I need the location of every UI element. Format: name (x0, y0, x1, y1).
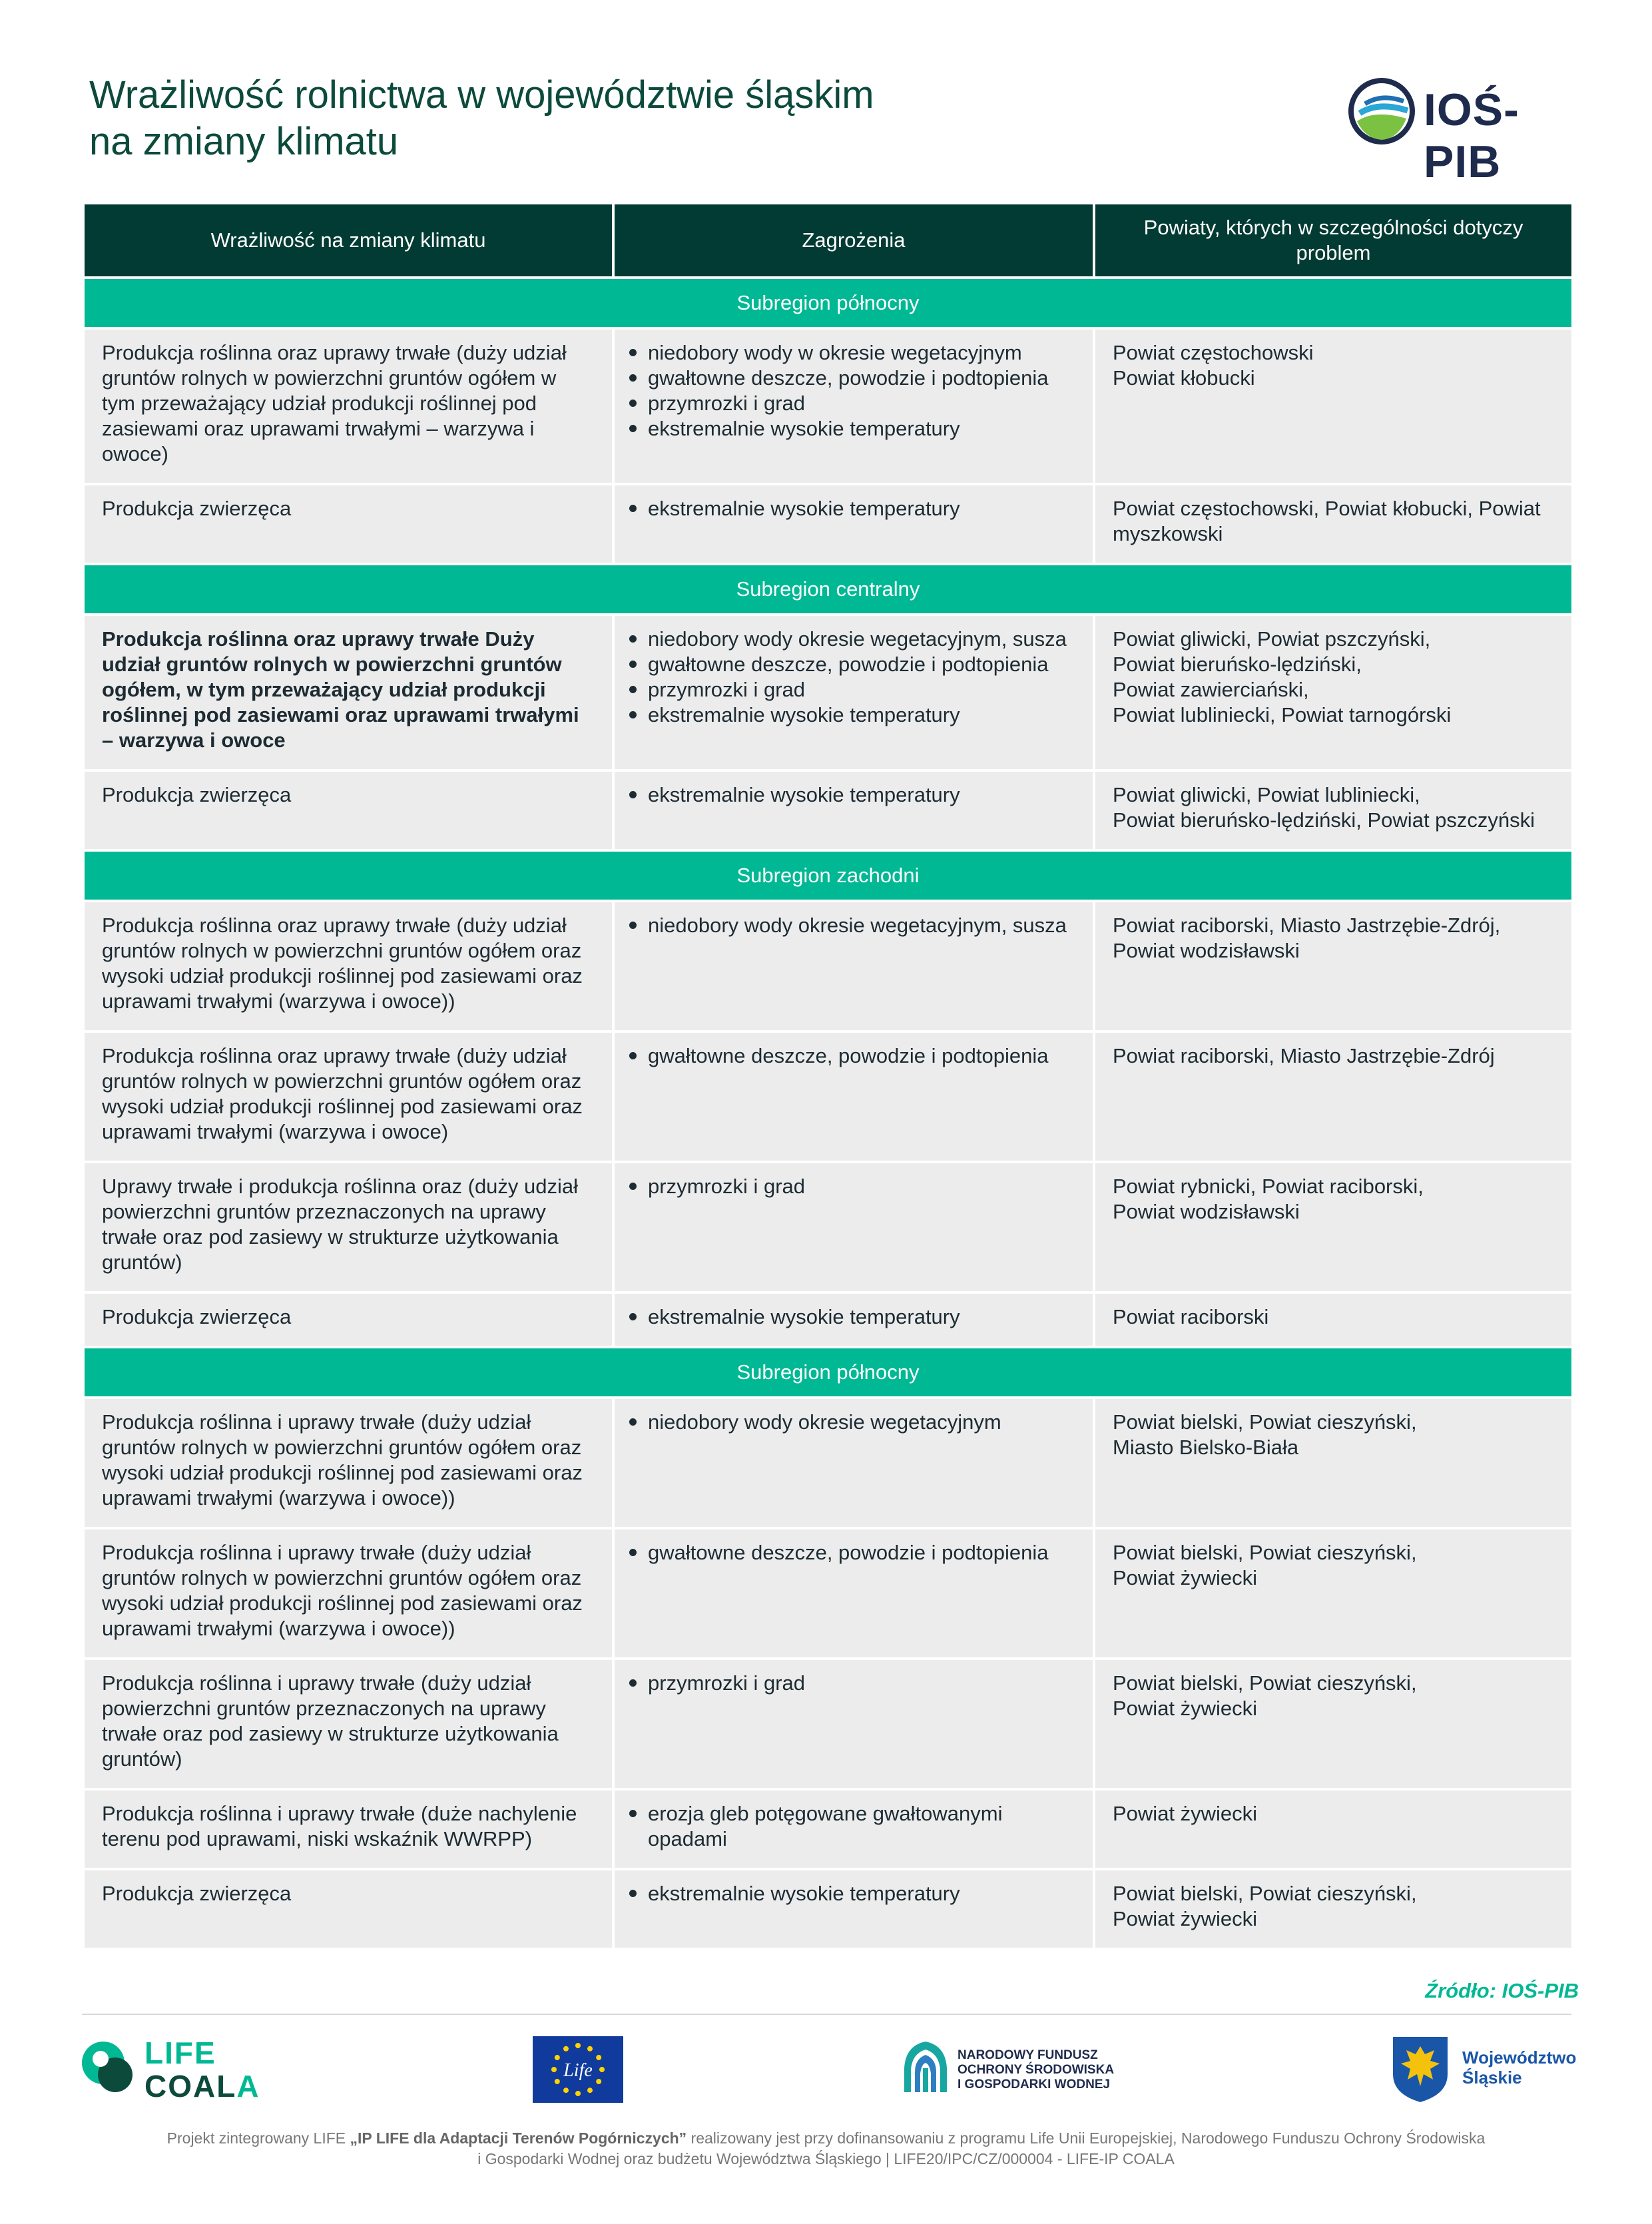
threats-list (628, 1043, 1075, 1069)
threat-item: ekstremalnie wysokie temperatury (628, 782, 1075, 808)
sensitivity-cell: Produkcja roślinna oraz uprawy trwałe (duży udział gruntów rolnych w powierzchni gruntów ogółem oraz wysoki udział produkcji roślinnej pod zasiewami oraz uprawami trwałymi (warzywa i owoce)) (83, 901, 613, 1031)
table-row (83, 1162, 1573, 1292)
threat-item: niedobory wody okresie wegetacyjnym, susza (628, 627, 1075, 652)
threat-item: gwałtowne deszcze, powodzie i podtopienia (628, 1043, 1075, 1069)
table-row (83, 1398, 1573, 1528)
threats-cell (613, 1162, 1094, 1292)
counties-cell: Powiat bielski, Powiat cieszyński, Miasto Bielsko-Biała (1094, 1398, 1573, 1528)
sensitivity-cell: Produkcja roślinna i uprawy trwałe (duże nachylenie terenu pod uprawami, niski wskaźnik WWRPP) (83, 1789, 613, 1869)
sensitivity-cell: Produkcja roślinna i uprawy trwałe (duży udział gruntów rolnych w powierzchni gruntów ogółem oraz wysoki udział produkcji roślinnej pod zasiewami oraz uprawami trwałymi (warzywa i owoce)) (83, 1528, 613, 1659)
threats-list (628, 1881, 1075, 1906)
eu-star-icon (596, 2055, 601, 2060)
threat-item: ekstremalnie wysokie temperatury (628, 1881, 1075, 1906)
counties-cell: Powiat raciborski (1094, 1292, 1573, 1347)
table-row (83, 1292, 1573, 1347)
subregion-row (83, 850, 1573, 901)
nfosigw-line-2: OCHRONY ŚRODOWISKA (958, 2063, 1115, 2077)
sensitivity-cell: Produkcja roślinna oraz uprawy trwałe (duży udział gruntów rolnych w powierzchni gruntów ogółem oraz wysoki udział produkcji roślinnej pod zasiewami oraz uprawami trwałymi (warzywa i owoce) (83, 1031, 613, 1162)
threat-item: niedobory wody w okresie wegetacyjnym (628, 340, 1075, 366)
sensitivity-cell: Produkcja zwierzęca (83, 1292, 613, 1347)
table-row (83, 1528, 1573, 1659)
counties-cell: Powiat bielski, Powiat cieszyński, Powiat żywiecki (1094, 1528, 1573, 1659)
subregion-title: Subregion zachodni (83, 850, 1573, 901)
threats-cell (613, 1528, 1094, 1659)
footer-project-name: „IP LIFE dla Adaptacji Terenów Pogórniczych” (350, 2129, 687, 2147)
threats-list (628, 1410, 1075, 1435)
counties-cell: Powiat rybnicki, Powiat raciborski, Powiat wodzisławski (1094, 1162, 1573, 1292)
counties-cell: Powiat częstochowski, Powiat kłobucki, Powiat myszkowski (1094, 484, 1573, 564)
coala-logo-text (144, 2068, 260, 2104)
eu-star-icon (575, 2043, 581, 2048)
life-logo-text: LIFE (144, 2036, 216, 2070)
eu-star-icon (563, 2046, 569, 2052)
footer-divider (82, 2014, 1571, 2015)
counties-cell: Powiat raciborski, Miasto Jastrzębie-Zdrój, Powiat wodzisławski (1094, 901, 1573, 1031)
counties-cell: Powiat gliwicki, Powiat lubliniecki, Powiat bieruńsko-lędziński, Powiat pszczyński (1094, 770, 1573, 850)
threats-cell (613, 1789, 1094, 1869)
page-title-line-2: na zmiany klimatu (89, 120, 399, 163)
footer-line-1 (100, 2128, 1552, 2149)
coala-logo-text-accent: A (236, 2069, 260, 2103)
threats-list (628, 496, 1075, 521)
threat-item: gwałtowne deszcze, powodzie i podtopienia (628, 1540, 1075, 1565)
threat-item: ekstremalnie wysokie temperatury (628, 496, 1075, 521)
threat-item: erozja gleb potęgowane gwałtowanymi opadami (628, 1801, 1075, 1852)
threat-item: przymrozki i grad (628, 1174, 1075, 1199)
sensitivity-cell: Uprawy trwałe i produkcja roślinna oraz (duży udział powierzchni gruntów przeznaczonych na uprawy trwałe oraz pod zasiewy w strukturze użytkowania gruntów) (83, 1162, 613, 1292)
eu-star-icon (551, 2067, 557, 2072)
threat-item: niedobory wody okresie wegetacyjnym (628, 1410, 1075, 1435)
threats-cell (613, 615, 1094, 770)
table-row (83, 1659, 1573, 1789)
threat-item: ekstremalnie wysokie temperatury (628, 702, 1075, 728)
eu-star-icon (575, 2091, 581, 2096)
eu-star-icon (587, 2046, 593, 2052)
threats-cell (613, 484, 1094, 564)
table-row (83, 770, 1573, 850)
table-row (83, 328, 1573, 484)
counties-cell: Powiat częstochowski Powiat kłobucki (1094, 328, 1573, 484)
life-coala-logo (75, 2031, 260, 2107)
table-row (83, 901, 1573, 1031)
threats-cell (613, 1659, 1094, 1789)
counties-cell: Powiat żywiecki (1094, 1789, 1573, 1869)
sensitivity-cell: Produkcja zwierzęca (83, 484, 613, 564)
threats-cell (613, 1292, 1094, 1347)
sensitivity-cell: Produkcja roślinna i uprawy trwałe (duży udział powierzchni gruntów przeznaczonych na uprawy trwałe oraz pod zasiewy w strukturze użytkowania gruntów) (83, 1659, 613, 1789)
threat-item: ekstremalnie wysokie temperatury (628, 416, 1075, 441)
counties-cell: Powiat bielski, Powiat cieszyński, Powiat żywiecki (1094, 1659, 1573, 1789)
eu-flag-icon (533, 2036, 623, 2103)
eu-life-text: Life (563, 2060, 593, 2081)
threats-cell (613, 770, 1094, 850)
threat-item: przymrozki i grad (628, 1671, 1075, 1696)
nfosigw-line-3: I GOSPODARKI WODNEJ (958, 2078, 1111, 2091)
threats-list (628, 1174, 1075, 1199)
threats-cell (613, 1869, 1094, 1949)
footer-note (100, 2128, 1552, 2169)
threats-list (628, 1801, 1075, 1852)
threat-item: gwałtowne deszcze, powodzie i podtopienia (628, 366, 1075, 391)
threats-list (628, 1304, 1075, 1330)
subregion-title: Subregion centralny (83, 564, 1573, 615)
threats-cell (613, 901, 1094, 1031)
nfosigw-logo (900, 2039, 1140, 2099)
nfosigw-line-1: NARODOWY FUNDUSZ (958, 2048, 1098, 2062)
column-header-sensitivity: Wrażliwość na zmiany klimatu (83, 203, 613, 278)
threat-item: przymrozki i grad (628, 677, 1075, 702)
life-coala-emblem-icon (75, 2035, 142, 2101)
footer-post: realizowany jest przy dofinansowaniu z programu Life Unii Europejskiej, Narodowego Funduszu Ochrony Środowiska (687, 2129, 1486, 2147)
eu-star-icon (563, 2087, 569, 2093)
page-title (89, 72, 1088, 165)
nfosigw-emblem-icon (900, 2039, 951, 2096)
wojewodztwo-slaskie-logo (1390, 2034, 1577, 2107)
vulnerability-table (82, 202, 1574, 1950)
column-header-threats: Zagrożenia (613, 203, 1094, 278)
coala-logo-text-main: COAL (144, 2069, 237, 2103)
ws-line-1: Województwo (1462, 2048, 1577, 2068)
table-body (83, 278, 1573, 1949)
subregion-row (83, 564, 1573, 615)
table-row (83, 484, 1573, 564)
eu-star-icon (555, 2079, 560, 2084)
subregion-row (83, 1347, 1573, 1398)
footer-line-2: i Gospodarki Wodnej oraz budżetu Województwa Śląskiego | LIFE20/IPC/CZ/000004 - LIFE-IP COALA (477, 2150, 1175, 2167)
threats-list (628, 782, 1075, 808)
ios-pib-emblem-icon (1345, 75, 1418, 148)
nfosigw-logo-text (958, 2048, 1114, 2092)
ios-pib-logo-text: IOŚ-PIB (1424, 85, 1519, 187)
footer-pre: Projekt zintegrowany LIFE (166, 2129, 350, 2147)
table-header-row (83, 203, 1573, 278)
table-row (83, 1789, 1573, 1869)
ws-line-2: Śląskie (1462, 2068, 1522, 2087)
eu-star-icon (596, 2079, 601, 2084)
sensitivity-cell: Produkcja roślinna i uprawy trwałe (duży udział gruntów rolnych w powierzchni gruntów ogółem oraz wysoki udział produkcji roślinnej pod zasiewami oraz uprawami trwałymi (warzywa i owoce)) (83, 1398, 613, 1528)
wojewodztwo-slaskie-text (1462, 2048, 1576, 2087)
column-header-counties: Powiaty, których w szczególności dotyczy problem (1094, 203, 1573, 278)
threats-list (628, 913, 1075, 938)
page-title-line-1: Wrażliwość rolnictwa w województwie śląskim (89, 73, 874, 117)
threats-list (628, 340, 1075, 441)
subregion-title: Subregion północny (83, 1347, 1573, 1398)
threats-cell (613, 328, 1094, 484)
counties-cell: Powiat gliwicki, Powiat pszczyński, Powiat bieruńsko-lędziński, Powiat zawierciański, Powiat lubliniecki, Powiat tarnogórski (1094, 615, 1573, 770)
threat-item: ekstremalnie wysokie temperatury (628, 1304, 1075, 1330)
eu-star-icon (555, 2055, 560, 2060)
eu-life-logo (533, 2036, 623, 2103)
threats-list (628, 627, 1075, 728)
subregion-row (83, 278, 1573, 328)
sensitivity-cell: Produkcja roślinna oraz uprawy trwałe (duży udział gruntów rolnych w powierzchni gruntów ogółem w tym przeważający udział produkcji roślinnej pod zasiewami oraz uprawami trwałymi – warzywa i owoce) (83, 328, 613, 484)
table-row (83, 1031, 1573, 1162)
threat-item: przymrozki i grad (628, 391, 1075, 416)
sensitivity-cell: Produkcja zwierzęca (83, 1869, 613, 1949)
eu-star-icon (587, 2087, 593, 2093)
counties-cell: Powiat raciborski, Miasto Jastrzębie-Zdrój (1094, 1031, 1573, 1162)
counties-cell: Powiat bielski, Powiat cieszyński, Powiat żywiecki (1094, 1869, 1573, 1949)
threat-item: niedobory wody okresie wegetacyjnym, susza (628, 913, 1075, 938)
sensitivity-cell: Produkcja zwierzęca (83, 770, 613, 850)
threat-item: gwałtowne deszcze, powodzie i podtopienia (628, 652, 1075, 677)
threats-cell (613, 1398, 1094, 1528)
sensitivity-cell: Produkcja roślinna oraz uprawy trwałe Duży udział gruntów rolnych w powierzchni gruntów ogółem, w tym przeważający udział produkcji roślinnej pod zasiewami oraz uprawami trwałymi – warzywa i owoce (83, 615, 613, 770)
ios-pib-logo (1345, 75, 1585, 187)
threats-list (628, 1540, 1075, 1565)
table-row (83, 1869, 1573, 1949)
source-label: Źródło: IOŚ-PIB (1425, 1979, 1579, 2002)
eu-star-icon (599, 2067, 605, 2072)
threats-list (628, 1671, 1075, 1696)
table-row (83, 615, 1573, 770)
silesia-coat-of-arms-icon (1390, 2034, 1450, 2103)
subregion-title: Subregion północny (83, 278, 1573, 328)
threats-cell (613, 1031, 1094, 1162)
